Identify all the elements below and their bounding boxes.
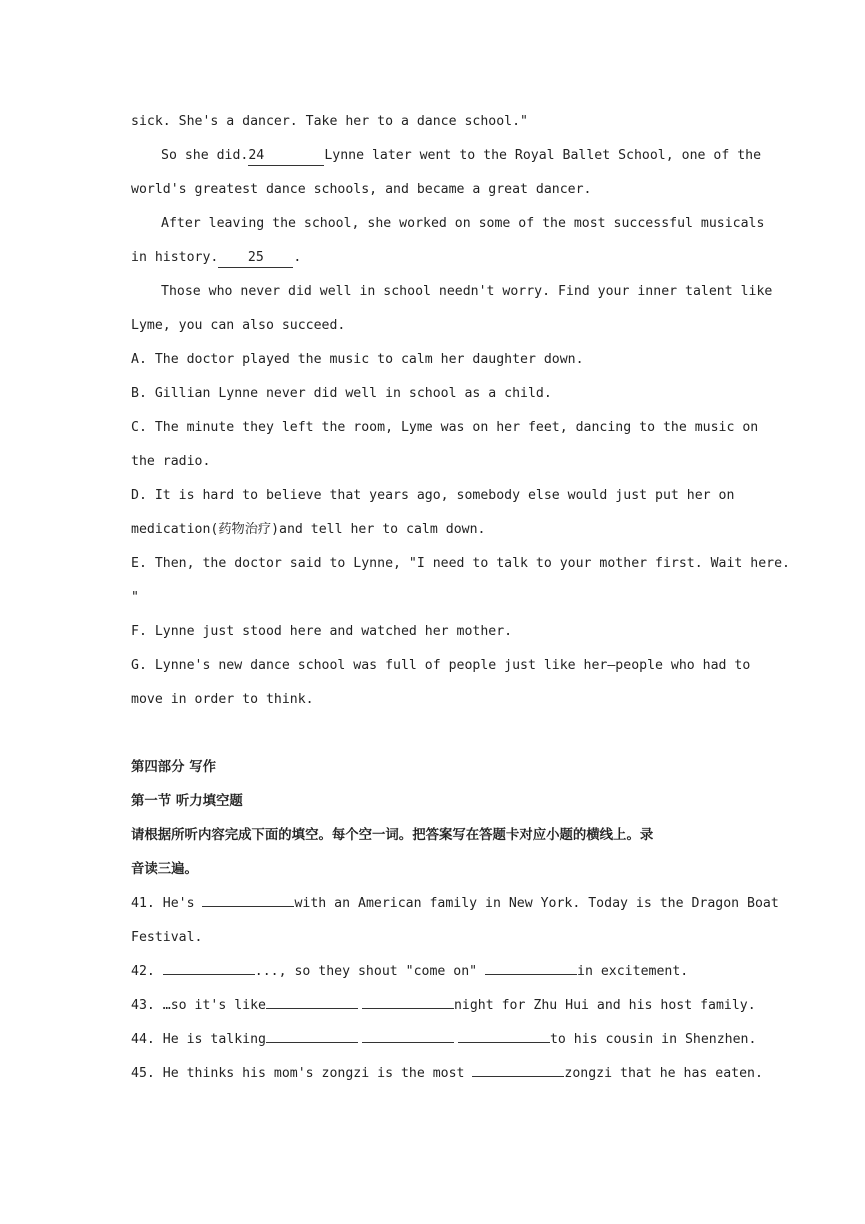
question-42 xyxy=(131,958,733,992)
blank-43b[interactable] xyxy=(362,1008,454,1009)
passage-line xyxy=(131,244,733,278)
question-text: 41. He's xyxy=(131,896,195,911)
question-text: 45. He thinks his mom's zongzi is the most xyxy=(131,1066,465,1081)
blank-44b[interactable] xyxy=(362,1042,454,1043)
question-text: to his cousin in Shenzhen. xyxy=(549,1032,757,1047)
passage-line: sick. She's a dancer. Take her to a dance school." xyxy=(131,114,528,129)
passage-text: . xyxy=(293,250,302,265)
option-c-cont: the radio. xyxy=(131,454,211,469)
option-d-cont: medication(药物治疗)and tell her to calm down. xyxy=(131,522,486,537)
question-41 xyxy=(131,890,779,924)
question-text: ..., so they shout "come on" xyxy=(254,964,478,979)
section-title: 第一节 听力填空题 xyxy=(131,794,243,809)
blank-25[interactable]: 25 xyxy=(218,249,293,268)
passage-line: After leaving the school, she worked on some of the most successful musicals xyxy=(161,216,765,231)
blank-45[interactable] xyxy=(472,1076,564,1077)
passage-text: Lynne later went to the Royal Ballet School, one of the xyxy=(324,148,762,163)
blank-24[interactable]: 24 xyxy=(248,147,324,166)
option-c: C. The minute they left the room, Lyme was on her feet, dancing to the music on xyxy=(131,420,759,435)
document-page xyxy=(131,108,790,1094)
passage-line: Those who never did well in school needn't worry. Find your inner talent like xyxy=(161,284,773,299)
passage-line: Lyme, you can also succeed. xyxy=(131,318,346,333)
question-text: in excitement. xyxy=(577,964,689,979)
instruction-cont: 音读三遍。 xyxy=(131,862,198,877)
blank-43a[interactable] xyxy=(266,1008,358,1009)
question-text: zongzi that he has eaten. xyxy=(564,1066,763,1081)
blank-42b[interactable] xyxy=(485,974,577,975)
spacer xyxy=(131,720,733,754)
instruction: 请根据所听内容完成下面的填空。每个空一词。把答案写在答题卡对应小题的横线上。录 xyxy=(131,828,654,843)
option-e: E. Then, the doctor said to Lynne, "I need to talk to your mother first. Wait here. xyxy=(131,556,790,571)
passage-line xyxy=(131,142,762,176)
passage-text: So she did. xyxy=(161,148,249,163)
blank-41[interactable] xyxy=(202,906,294,907)
question-text: night for Zhu Hui and his host family. xyxy=(453,998,756,1013)
question-44 xyxy=(131,1026,757,1060)
question-45 xyxy=(131,1060,763,1094)
option-b: B. Gillian Lynne never did well in school as a child. xyxy=(131,386,552,401)
blank-44c[interactable] xyxy=(458,1042,550,1043)
question-text: 42. xyxy=(131,964,155,979)
option-e-cont: " xyxy=(131,590,139,605)
question-43 xyxy=(131,992,756,1026)
option-a: A. The doctor played the music to calm her daughter down. xyxy=(131,352,584,367)
question-text: 43. …so it's like xyxy=(131,998,266,1013)
question-41-cont: Festival. xyxy=(131,930,203,945)
passage-text: in history. xyxy=(131,250,219,265)
option-d: D. It is hard to believe that years ago, somebody else would just put her on xyxy=(131,488,735,503)
option-g: G. Lynne's new dance school was full of people just like her—people who had to xyxy=(131,658,751,673)
question-text: 44. He is talking xyxy=(131,1032,266,1047)
option-g-cont: move in order to think. xyxy=(131,692,314,707)
part-title: 第四部分 写作 xyxy=(131,760,217,775)
question-text: with an American family in New York. Today is the Dragon Boat xyxy=(294,896,779,911)
blank-44a[interactable] xyxy=(266,1042,358,1043)
passage-line: world's greatest dance schools, and became a great dancer. xyxy=(131,182,592,197)
blank-42a[interactable] xyxy=(163,974,255,975)
option-f: F. Lynne just stood here and watched her mother. xyxy=(131,624,513,639)
